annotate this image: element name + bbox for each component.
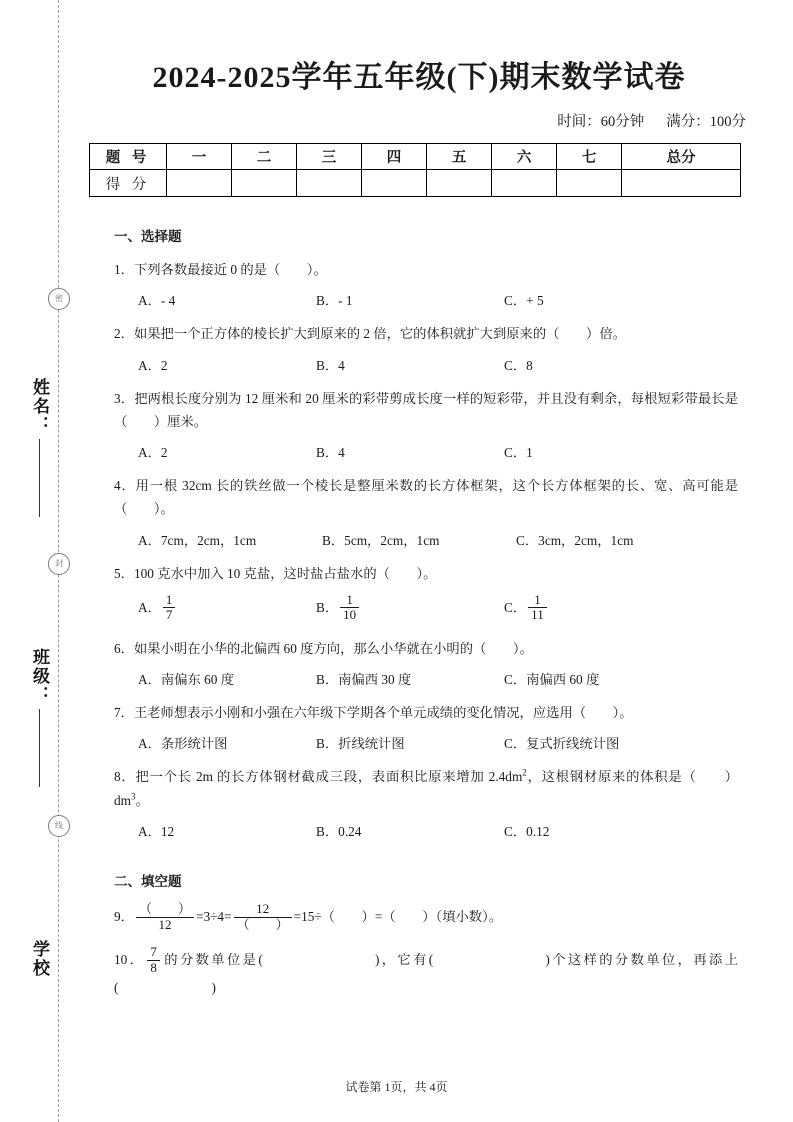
question-10-number: 10．: [114, 952, 146, 968]
question-3-number: 3．: [114, 390, 135, 406]
question-8-option-c[interactable]: C．0.12: [504, 824, 550, 840]
score-table-col-1: 一: [167, 144, 232, 170]
question-1-option-a[interactable]: A．- 4: [138, 293, 176, 309]
question-5-option-a[interactable]: [138, 591, 316, 624]
seal-mark-3: 线: [48, 815, 70, 837]
seal-mark-2: 封: [48, 553, 70, 575]
fraction-denominator: 10: [340, 607, 359, 623]
fraction-denominator: 12: [136, 917, 194, 933]
question-9-eq-2: =15÷（ ）=（ ）（填小数）。: [293, 909, 503, 925]
question-4: [114, 474, 752, 521]
question-10: [114, 946, 752, 999]
question-5-options: [138, 591, 752, 624]
question-1-number: 1．: [114, 262, 134, 277]
score-table-row-label-2: 得 分: [90, 170, 167, 197]
question-9-fraction-1: [136, 902, 194, 932]
fraction-numerator: 1: [534, 591, 541, 607]
total-score-label: 满分：100分: [666, 114, 746, 130]
question-6-option-c[interactable]: C．南偏西 60 度: [504, 672, 600, 688]
question-3-text: 把两根长度分别为 12 厘米和 20 厘米的彩带剪成长度一样的短彩带，并且没有剩余，每根短彩带最长是（ ）厘米。: [114, 390, 738, 429]
question-7-text: 王老师想表示小刚和小强在六年级下学期各个单元成绩的变化情况，应选用（ ）。: [133, 705, 633, 721]
question-6-number: 6．: [114, 640, 134, 656]
question-8-option-b[interactable]: B．0.24: [316, 824, 362, 840]
question-8: [114, 765, 752, 812]
question-5-option-b[interactable]: [316, 591, 504, 624]
question-10-text: 的分数单位是( )，它有( )个这样的分数单位，再添上( ): [114, 952, 739, 996]
question-5-option-c-label: C．: [504, 599, 527, 615]
question-8-exponent-1: 2: [522, 768, 527, 779]
question-8-text-part3: 。: [135, 792, 149, 808]
score-cell-7[interactable]: [557, 170, 622, 197]
table-row-header: [90, 144, 741, 170]
fraction-1-7: [163, 593, 176, 623]
class-label-text: 班级：: [30, 648, 49, 705]
section-title-choice: 一、选择题: [114, 229, 182, 244]
score-table-col-6: 六: [492, 144, 557, 170]
question-3-option-a[interactable]: A．2: [138, 445, 168, 461]
class-label: [18, 648, 52, 787]
score-table-col-7: 七: [557, 144, 622, 170]
question-7-option-c[interactable]: C．复式折线统计图: [504, 736, 620, 752]
question-5-number: 5．: [114, 565, 134, 581]
question-9-eq-1: =3÷4=: [195, 909, 232, 925]
score-table: [89, 143, 741, 197]
score-cell-6[interactable]: [492, 170, 557, 197]
score-table-col-4: 四: [362, 144, 427, 170]
fraction-denominator: 11: [528, 607, 547, 623]
fraction-numerator: 7: [150, 944, 157, 960]
score-cell-3[interactable]: [297, 170, 362, 197]
question-5-text: 100 克水中加入 10 克盐，这时盐占盐水的（ ）。: [133, 565, 437, 581]
fraction-numerator: 1: [346, 591, 353, 607]
fraction-denominator: 8: [147, 960, 160, 976]
question-3: [114, 387, 752, 434]
question-7-option-b[interactable]: B．折线统计图: [316, 736, 405, 752]
fraction-numerator: 1: [165, 591, 173, 607]
name-label-text: 姓名：: [30, 378, 49, 435]
question-5-option-c[interactable]: [504, 591, 549, 624]
name-write-line: [39, 439, 40, 517]
question-9-number: 9．: [114, 909, 134, 925]
question-5-option-b-label: B．: [316, 599, 339, 615]
question-4-option-c[interactable]: C．3cm，2cm，1cm: [516, 532, 634, 548]
question-1-option-c[interactable]: C．+ 5: [504, 293, 544, 309]
question-6-options: [138, 669, 752, 688]
fraction-denominator: 7: [163, 607, 176, 623]
question-1-option-b[interactable]: B．- 1: [316, 293, 353, 309]
question-3-option-c[interactable]: C．1: [504, 445, 533, 461]
score-table-col-total: 总分: [622, 144, 741, 170]
question-1: [114, 258, 752, 281]
question-6-option-b[interactable]: B．南偏西 30 度: [316, 672, 412, 688]
score-cell-2[interactable]: [232, 170, 297, 197]
question-5-option-a-label: A．: [138, 599, 161, 615]
question-4-text: 用一根 32cm 长的铁丝做一个棱长是整厘米数的长方体框架，这个长方体框架的长、宽、高可能是（ ）。: [114, 478, 738, 517]
class-write-line: [39, 709, 40, 787]
question-10-fraction: [147, 945, 160, 975]
question-4-options: [138, 530, 752, 549]
fraction-denominator[interactable]: （ ）: [234, 917, 292, 933]
question-7: [114, 701, 752, 724]
question-6-text: 如果小明在小华的北偏西 60 度方向，那么小华就在小明的（ ）。: [133, 640, 533, 656]
score-cell-4[interactable]: [362, 170, 427, 197]
question-6-option-a[interactable]: A．南偏东 60 度: [138, 672, 235, 688]
exam-page: [86, 0, 752, 1122]
question-5: [114, 562, 752, 585]
question-9: [114, 903, 752, 933]
question-4-number: 4．: [114, 478, 136, 494]
question-2-number: 2．: [114, 326, 134, 342]
question-3-option-b[interactable]: B．4: [316, 445, 345, 461]
question-3-options: [138, 442, 752, 461]
question-2: [114, 322, 752, 345]
question-8-exponent-2: 3: [131, 791, 136, 802]
question-2-option-b[interactable]: B．4: [316, 357, 345, 373]
page-footer: 试卷第 1页，共 4页: [345, 1080, 448, 1094]
name-label: [18, 378, 52, 517]
question-4-option-b[interactable]: B．5cm，2cm，1cm: [322, 532, 440, 548]
question-2-option-c[interactable]: C．8: [504, 357, 533, 373]
score-cell-5[interactable]: [427, 170, 492, 197]
question-6: [114, 637, 752, 660]
school-label-text: 学校: [30, 940, 49, 978]
question-8-number: 8．: [114, 769, 136, 785]
time-label: 时间：60分钟: [557, 114, 645, 130]
score-table-col-2: 二: [232, 144, 297, 170]
score-table-col-5: 五: [427, 144, 492, 170]
score-cell-1[interactable]: [167, 170, 232, 197]
question-8-options: [138, 821, 752, 840]
table-row-scores: [90, 170, 741, 197]
question-1-text: 下列各数最接近 0 的是（ ）。: [133, 262, 327, 277]
fraction-1-10: [340, 593, 359, 623]
score-table-col-3: 三: [297, 144, 362, 170]
question-2-text: 如果把一个正方体的棱长扩大到原来的 2 倍，它的体积就扩大到原来的（ ）倍。: [133, 326, 626, 342]
question-2-options: [138, 355, 752, 374]
question-7-number: 7．: [114, 705, 134, 721]
question-8-text-part2: ，这根钢材原来的体积是（ ）dm: [114, 769, 739, 808]
question-9-fraction-2: [234, 902, 292, 932]
question-8-option-a[interactable]: A．12: [138, 824, 175, 840]
seal-mark-1: 密: [48, 288, 70, 310]
question-1-options: [138, 290, 752, 309]
score-table-row-label: 题 号: [90, 144, 167, 170]
question-7-options: [138, 733, 752, 752]
question-8-text-part1: 把一个长 2m 的长方体钢材截成三段，表面积比原来增加 2.4dm: [135, 769, 523, 785]
score-cell-total[interactable]: [622, 170, 741, 197]
exam-meta: [86, 110, 752, 131]
section-title-fill: 二、填空题: [114, 874, 182, 890]
question-2-option-a[interactable]: A．2: [138, 357, 168, 373]
fraction-numerator[interactable]: （ ）: [138, 901, 191, 917]
question-4-option-a[interactable]: A．7cm，2cm，1cm: [138, 532, 257, 548]
fraction-1-11: [528, 593, 547, 623]
question-7-option-a[interactable]: A．条形统计图: [138, 736, 228, 752]
page-title: 2024-2025学年五年级(下)期末数学试卷: [152, 61, 686, 94]
fraction-numerator: 12: [256, 901, 270, 917]
school-label: [18, 940, 52, 978]
